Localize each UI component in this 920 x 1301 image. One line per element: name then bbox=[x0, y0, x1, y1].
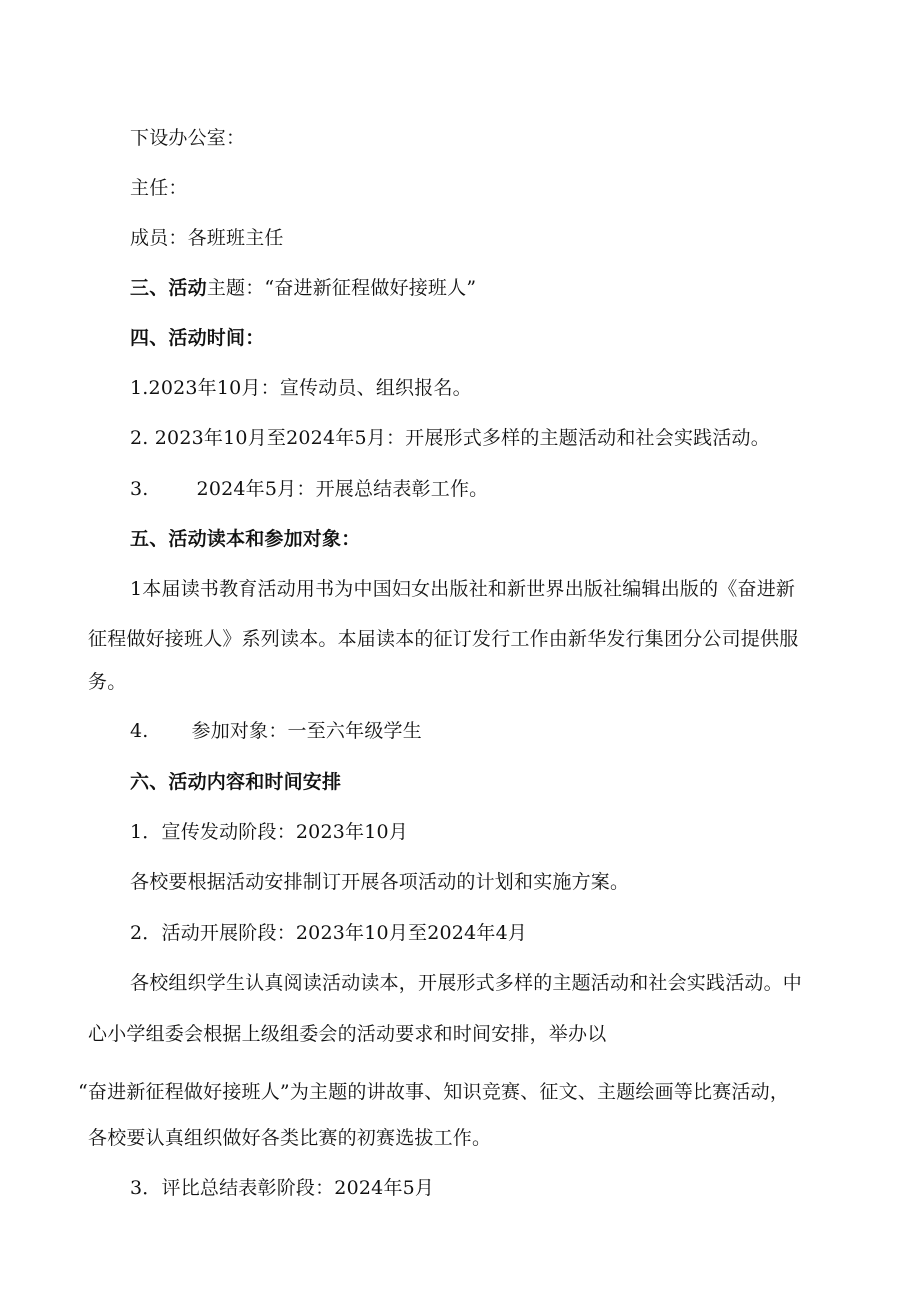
participants-item bbox=[130, 719, 422, 743]
phase-2-description-line-4: 各校要认真组织做好各类比赛的初赛选拔工作。 bbox=[88, 1127, 492, 1149]
time-item-3-number: 3. bbox=[130, 478, 149, 500]
participants-number: 4. bbox=[130, 720, 149, 742]
phase-1-heading: 1．宣传发动阶段：2023年10月 bbox=[130, 821, 409, 843]
members-line: 成员：各班班主任 bbox=[130, 227, 284, 249]
time-item-2: 2. 2023年10月至2024年5月：开展形式多样的主题活动和社会实践活动。 bbox=[130, 427, 770, 449]
phase-3-heading: 3．评比总结表彰阶段：2024年5月 bbox=[130, 1177, 435, 1199]
phase-2-description-line-2: 心小学组委会根据上级组委会的活动要求和时间安排，举办以 bbox=[88, 1023, 607, 1045]
section5-heading: 五、活动读本和参加对象： bbox=[130, 528, 361, 550]
office-label: 下设办公室： bbox=[130, 127, 246, 149]
reader-paragraph-line-2: 征程做好接班人》系列读本。本届读本的征订发行工作由新华发行集团分公司提供服 bbox=[88, 628, 799, 650]
time-item-3 bbox=[130, 477, 488, 501]
phase-2-heading: 2．活动开展阶段：2023年10月至2024年4月 bbox=[130, 922, 528, 944]
section3-heading-rest: 主题：“奋进新征程做好接班人” bbox=[206, 277, 477, 299]
phase-2-description-line-3: “奋进新征程做好接班人”为主题的讲故事、知识竞赛、征文、主题绘画等比赛活动， bbox=[78, 1081, 790, 1103]
reader-paragraph-line-1: 1本届读书教育活动用书为中国妇女出版社和新世界出版社编辑出版的《奋进新 bbox=[130, 578, 796, 600]
section6-heading: 六、活动内容和时间安排 bbox=[130, 771, 342, 793]
participants-text: 参加对象：一至六年级学生 bbox=[191, 720, 422, 742]
time-item-1: 1.2023年10月：宣传动员、组织报名。 bbox=[130, 377, 472, 399]
section4-heading: 四、活动时间： bbox=[130, 327, 265, 349]
reader-paragraph-line-3: 务。 bbox=[88, 671, 127, 693]
phase-1-description: 各校要根据活动安排制订开展各项活动的计划和实施方案。 bbox=[130, 871, 630, 893]
section3-heading-bold: 三、活动 bbox=[130, 277, 207, 299]
phase-2-description-line-1: 各校组织学生认真阅读活动读本，开展形式多样的主题活动和社会实践活动。中 bbox=[130, 972, 803, 994]
section3-heading bbox=[130, 276, 476, 300]
time-item-3-text: 2024年5月：开展总结表彰工作。 bbox=[196, 478, 489, 500]
director-label: 主任： bbox=[130, 177, 188, 199]
